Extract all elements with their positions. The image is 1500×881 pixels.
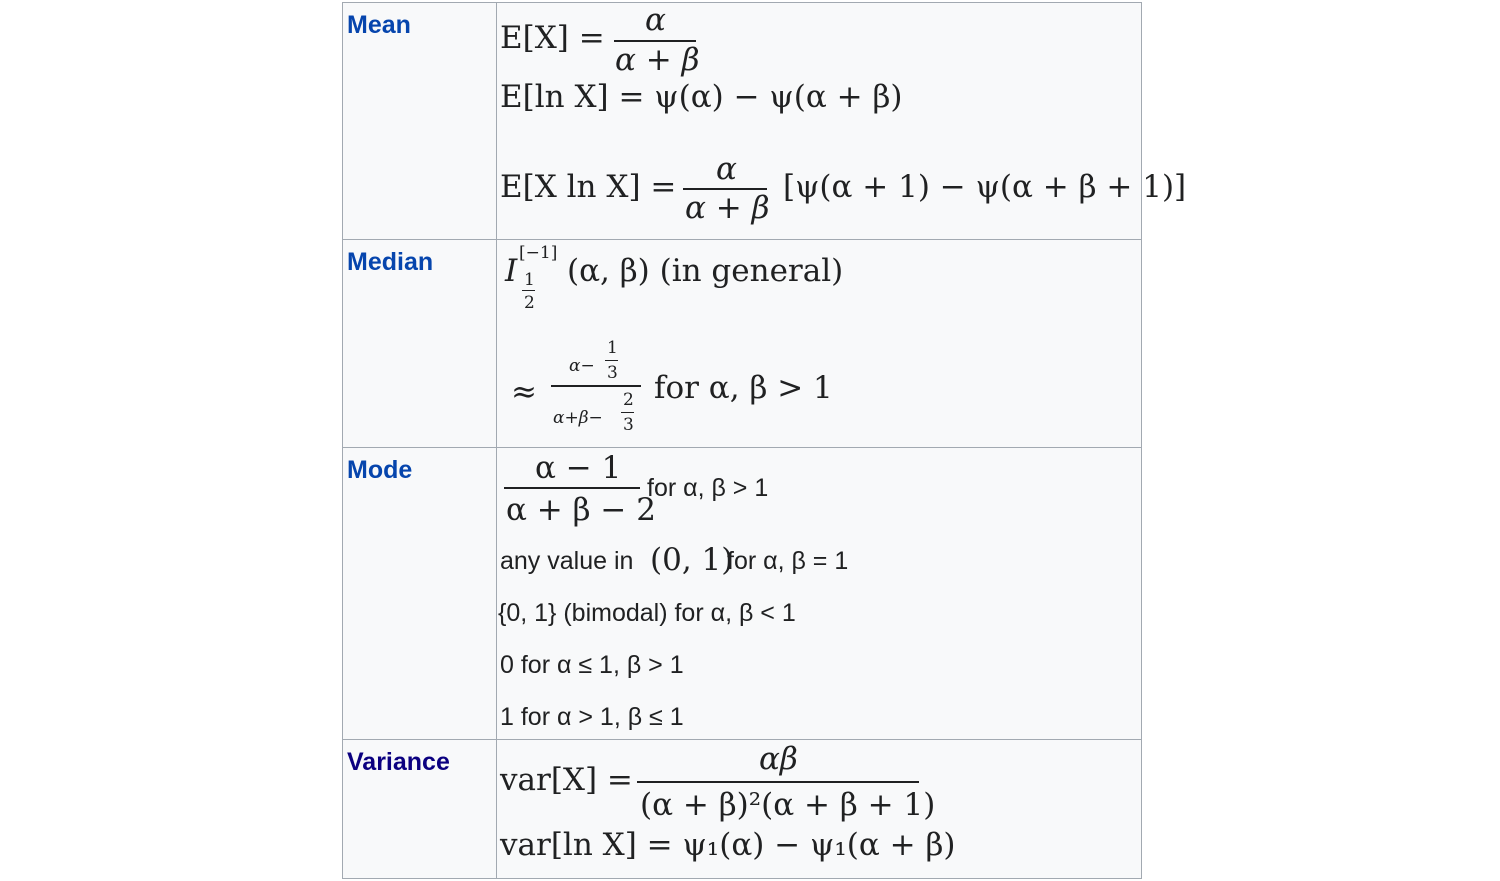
mode-row xyxy=(343,448,1142,740)
median-approx-denominator: α+β− xyxy=(553,408,603,428)
mode-line-4: 0 for α ≤ 1, β > 1 xyxy=(500,651,684,679)
median-inverse-function: I xyxy=(505,253,518,289)
variance-formula-lhs: var[X] = xyxy=(500,762,633,798)
median-value-cell xyxy=(497,240,1142,448)
mode-line-2-interval: (0, 1) xyxy=(650,542,734,578)
median-subscript-denominator: 2 xyxy=(524,293,535,313)
median-label-cell xyxy=(343,240,497,448)
mean-xlogx-numerator: α xyxy=(716,151,737,187)
mode-formula-numerator: α − 1 xyxy=(535,450,622,486)
variance-fraction-bar xyxy=(637,781,919,783)
variance-link[interactable]: Variance xyxy=(347,748,450,776)
mode-line-3: {0, 1} (bimodal) for α, β < 1 xyxy=(498,599,796,627)
mode-fraction-bar xyxy=(504,487,640,489)
median-approx-fraction-bar xyxy=(551,385,641,387)
mean-formula-lhs: E[X] = xyxy=(500,20,605,56)
mean-xlogx-denominator: α + β xyxy=(685,190,770,226)
median-approx-symbol: ≈ xyxy=(511,374,537,410)
median-approx-num-frac-top: 1 xyxy=(607,338,618,358)
median-den-inner-bar xyxy=(621,412,634,413)
mode-line-2-text: any value in xyxy=(500,547,634,575)
median-subscript-bar xyxy=(522,290,535,291)
median-approx-den-frac-top: 2 xyxy=(623,390,634,410)
median-row xyxy=(343,240,1142,448)
mode-condition-1: for α, β > 1 xyxy=(647,474,769,502)
variance-log-formula: var[ln X] = ψ₁(α) − ψ₁(α + β) xyxy=(500,827,956,863)
properties-table xyxy=(342,2,1187,879)
mode-formula-denominator: α + β − 2 xyxy=(506,492,656,528)
mean-xlogx-rhs: [ψ(α + 1) − ψ(α + β + 1)] xyxy=(783,169,1187,205)
mode-value-cell xyxy=(497,448,1142,740)
median-general-text: (α, β) (in general) xyxy=(567,253,844,289)
mode-line-5: 1 for α > 1, β ≤ 1 xyxy=(500,703,684,731)
variance-formula-denominator: (α + β)²(α + β + 1) xyxy=(640,787,936,823)
median-num-inner-bar xyxy=(605,360,618,361)
median-approx-condition: for α, β > 1 xyxy=(654,370,833,406)
mean-xlogx-lhs: E[X ln X] = xyxy=(500,169,677,205)
median-approx-numerator: α− xyxy=(569,356,595,376)
mean-value-cell xyxy=(497,2,1187,240)
variance-row xyxy=(343,740,1142,879)
variance-label-cell xyxy=(343,740,497,879)
variance-value-cell xyxy=(497,740,1142,879)
median-approx-den-frac-bottom: 3 xyxy=(623,415,634,435)
median-superscript: [−1] xyxy=(519,243,558,263)
median-subscript-numerator: 1 xyxy=(524,270,535,290)
variance-formula-numerator: αβ xyxy=(759,741,798,777)
median-link[interactable]: Median xyxy=(347,248,434,276)
median-approx-num-frac-bottom: 3 xyxy=(607,363,618,383)
mode-label-cell xyxy=(343,448,497,740)
mean-log-formula: E[ln X] = ψ(α) − ψ(α + β) xyxy=(500,79,903,115)
mean-row xyxy=(343,3,1142,240)
mean-label-cell xyxy=(343,3,497,240)
mode-link[interactable]: Mode xyxy=(347,456,413,484)
mean-formula-denominator: α + β xyxy=(615,42,700,78)
mean-link[interactable]: Mean xyxy=(347,11,411,39)
mean-formula-numerator: α xyxy=(645,2,666,38)
mode-line-2-condition: for α, β = 1 xyxy=(727,547,849,575)
